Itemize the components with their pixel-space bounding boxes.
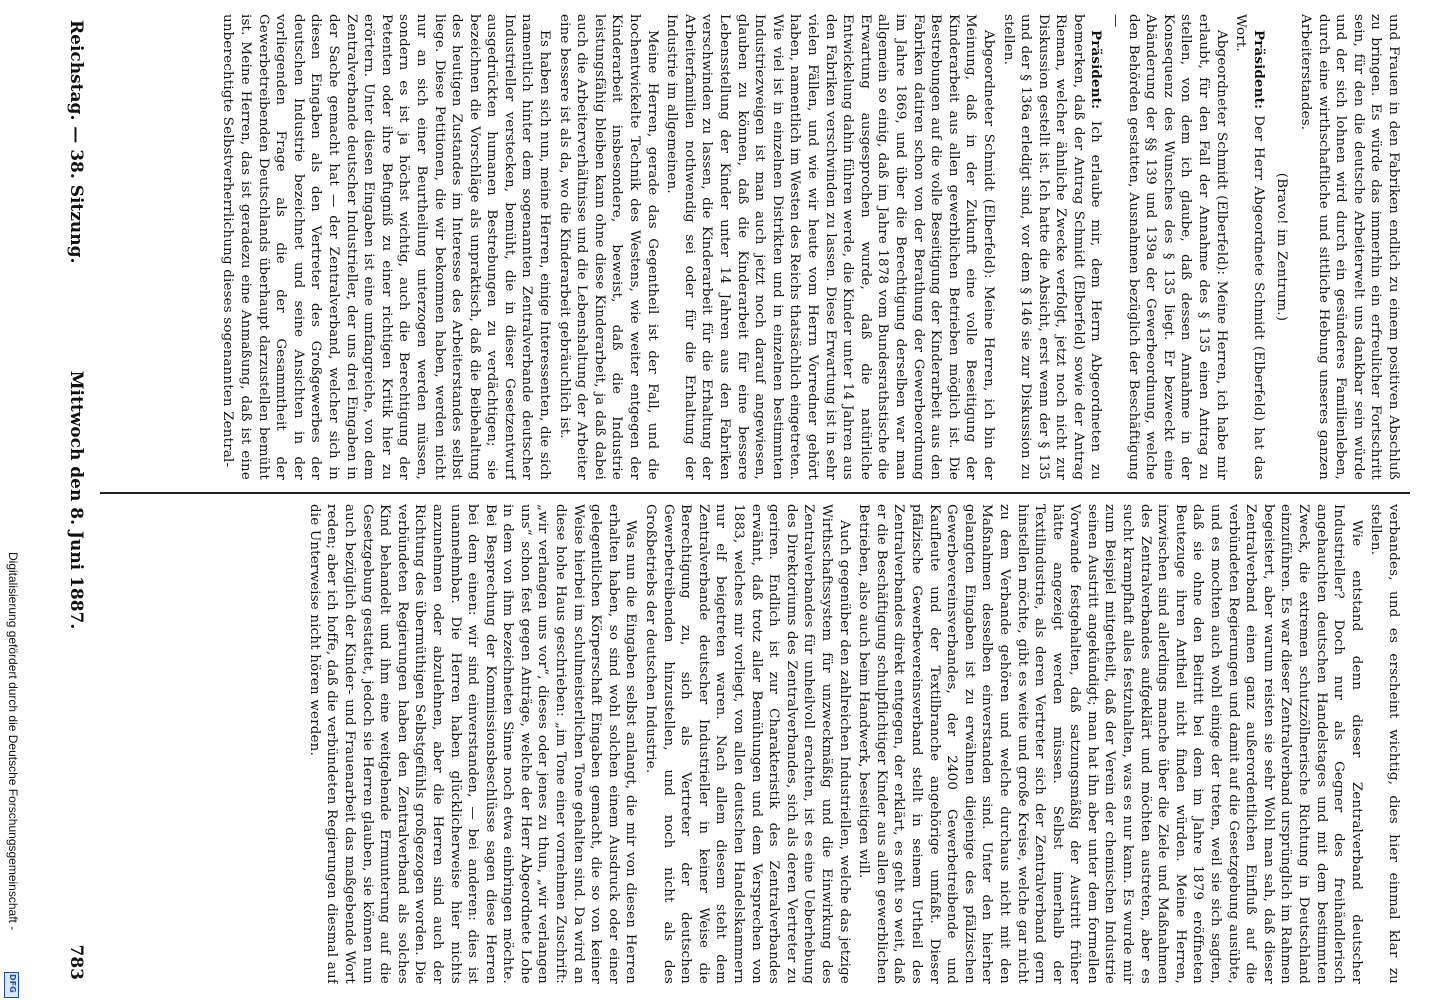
- paragraph: Es haben sich nun, meine Herren, einige Interessenten, die sich namentlich hinter dem sogenannten Zentralverbande deutscher Industrieller verstecken, bemüht, die in dieser Gesetzentwurf ausgedrückten humanen Bestrebungen zu verdächtigen; sie bezeichnen die Vorschläge als unpraktisch, daß die Beibehaltung des heutigen Zustandes im Interesse des Arbeiterstandes selbst liege. Diese Petitionen, die wir bekommen haben, werden nicht nur an sich einer Beurtheilung unterzogen werden müssen, sondern es ist ja höchst wichtig, auch die Berechtigung der Petenten oder ihre Befugniß zu einer richtigen Kritik hier zu erörtern. Unter diesen Eingaben ist eine umfangreiche, von dem Zentralverbande deutscher Industrieller, der uns drei Eingaben in der Sache gemacht hat — der Zentralverband, welcher sich in diesen Eingaben als den Vertreter des Großgewerbes der deutschen Industrie bezeichnet und seine Ansichten in der vorliegenden Frage als die der Gesammtheit der Gewerbetreibenden Deutschlands überhaupt darzustellen bemüht ist. Meine Herren, das ist geradezu eine Anmaßung, daß ist eine unberechtigte Selbstverherrlichung dieses sogenannten Zentral-: [220, 14, 553, 480]
- interjection: (Bravo! im Zentrum.): [1274, 172, 1290, 322]
- dfg-logo: [4, 972, 19, 998]
- speaker-label: Präsident:: [1088, 30, 1105, 110]
- header-date: Mittwoch den 8. Juni 1887.: [66, 370, 86, 630]
- credit-text: Digitalisierung gefördert durch die Deutsche Forschungsgemeinschaft -: [6, 552, 20, 931]
- speech-text: Der Herr Abgeordnete Schmidt (Elberfeld) hat das Wort.: [1233, 14, 1266, 480]
- dfg-logo-text: DFG: [8, 974, 17, 993]
- paragraph: Wie entstand denn dieser Zentralverband deutscher Industrieller? Doch nur als Gegner des freihändlerisch angehauchten deutschen Handelstages und mit dem bestimmten Zweck, die extremen schutzzöllnerische Richtung in Deutschland einzuführen. Es war dieser Zentralverband ursprünglich im Rahmen begeistert, aber warum reisten sie sehr Wohl man sah, daß dieser Zentralverband einen ganz außerordentlichen Einfluß auf die verbündeten Regierungen und damit auf die Gesetzgebung ausübte, und es mochten auch wohl einige der treten, weil sie sich sagten, daß sie ohne den Beitritt bei dem im Jahre 1879 eröffneten Beutezuge ihren Antheil nicht finden würden. Meine Herren, inzwischen sind allerdings manche über die Ziele und Maßnahmen des Zentralverbandes aufgeklärt und möchten austreten, aber es sucht krampfhaft alles festzuhalten, was es nur kann. Es wurde mir zum Beispiel mitgetheilt, daß der Verein der chemischen Industrie seinen Austritt angekündigt; man hat ihn aber unter dem formellen Vorwande festgehalten, daß satzungsmäßig der Austritt früher hätte angezeigt werden müssen. Selbst innerhalb der Textilindustrie, als deren Vertreter sich der Zentralverband gern hinstellen möchte, gibt es weite und große Kreise, welche gar nicht zu dem Verbande gehören und welche durchaus nicht mit den Maßnahmen desselben einverstanden sind. Unter den hierher gelangten Eingaben ist zu erwähnen diejenige des pfälzischen Gewerbevereinsverbandes, der 2400 Gewerbetreibende und Kaufleute und der Textilbranche angehörige umfaßt. Dieser pfälzische Gewerbevereinsverband stellt in seinem Urtheil des Zentralverbandes direkt entgegen, der erklärt, es geht so weit, daß er die Beschäftigung schulpflichtiger Kinder aus allen gewerblichen Betrieben, also auch beim Handwerk, beseitigen will.: [856, 504, 1364, 984]
- header-left: Reichstag. — 38. Sitzung.: [66, 20, 86, 264]
- paragraph: Abgeordneter Schmidt (Elberfeld): Meine Herren, ich habe mir erlaubt, für den Fall der Annahme des § 135 einen Antrag zu stellen, von dem ich glaube, daß dessen Annahme in der Konsequenz des Wunsches des § 135 liegt. Er bezweckt eine Abänderung der §§ 139 und 139a der Gewerbeordnung, welche den Behörden gestatten, Ausnahmen bezüglich der Beschäftigung —: [1108, 14, 1229, 480]
- paragraph: [999, 14, 1105, 480]
- speaker-label: Präsident:: [1250, 30, 1267, 110]
- speech-text: Ich erlaube mir, dem Herrn Abgeordneten zu bemerken, daß der Antrag Schmidt (Elberfeld) sowie der Antrag Rieman, welcher ähnliche Zwecke verfolgt, jetzt noch nicht zur Diskussion gestellt ist. Ich hatte die Absicht, erst wenn der § 135 und der § 136a erledigt sind, vor dem § 146 sie zur Diskussion zu stellen.: [1000, 14, 1104, 480]
- page-number: 783: [66, 944, 86, 980]
- paragraph-continuation: verbandes, und es erscheint wichtig, dies hier einmal klar zu stellen.: [1368, 504, 1401, 984]
- paragraph: [1232, 14, 1267, 480]
- paragraph: Abgeordneter Schmidt (Elberfeld): Meine Herren, ich bin der Meinung, daß in der Zukunft eine volle Beseitigung der Kinderarbeit aus allen gewerblichen Betrieben möglich ist. Die Bestrebungen auf die volle Beseitigung der Kinderarbeit aus den Fabriken datiren schon von der Berathung der Gewerbeordnung im Jahre 1869, und über die Berechtigung derselben war man allgemein so einig, daß im Jahre 1878 vom Bundesrathstische die Erwartung ausgesprochen wurde, daß die natürliche Entwickelung dahin führen werde, die Kinder unter 14 Jahren aus den Fabriken verschwinden zu lassen. Diese Erwartung ist in sehr vielen Fällen, und wie wir heute vom Herrn Vorredner gehört haben, namentlich im Westen des Reichs thatsächlich eingetreten. Wie viel ist in einzelnen Distrikten und in einzelnen bestimmten Industriezweigen ist man auch jetzt noch darauf angewiesen, glauben zu können, daß die Kinderarbeit für eine bessere Lebensstellung der Kinder unter 14 Jahren aus den Fabriken verschwinden zu lassen, die Kinderarbeit für die Erhaltung der Arbeiterfamilien nothwendig sei oder für die Erhaltung der Industrie im allgemeinen.: [664, 14, 996, 480]
- digitization-credit: [2, 552, 20, 992]
- column-rule: [100, 492, 1410, 494]
- paragraph: Meine Herren, gerade das Gegentheil ist der Fall, und die hochentwickelte Technik des Westens, wie weiter entgegen der Kinderarbeit insbesondere, beweist, daß die Industrie leistungsfähig bleiben kann ohne diese Kinderarbeit, ja daß dabei auch die Arbeiterverhältnisse und die Lebenshaltung der Arbeiter eine bessere ist als da, wo die Kinderarbeit gebräuchlich ist.: [556, 14, 660, 480]
- left-column: [102, 14, 1402, 480]
- right-column: [102, 504, 1402, 984]
- running-header: [58, 20, 92, 980]
- paragraph: Auch gegenüber den zahlreichen Industriellen, welche das jetzige Wirthschaftssystem für unzweckmäßig und die Einwirkung des Zentralverbandes für unheilvoll erachten, ist es eine Ueberhebung des Direktoriums des Zentralverbandes, sich als deren Vertreter zu geriren. Endlich ist zur Charakteristik des Zentralverbandes erwähnt, daß trotz aller Bemühungen und dem Versprechen von 1883, welches mir vorliegt, von allen deutschen Handelskammern nur elf beigetreten waren. Nach allem diesem steht dem Zentralverbande deutscher Industrieller in keiner Weise die Berechtigung zu, sich als Vertreter der deutschen Gewerbetreibenden hinzustellen, und noch nicht als des Großbetriebs der deutschen Industrie.: [643, 504, 852, 984]
- paragraph: Was nun die Eingaben selbst anlangt, die mir von diesen Herren erhalten haben, so sind wohl solchen einem Ausdruck oder einer gelegentlichen Körperschaft Eingaben gemacht, die so von keiner Weise hierbei im schulmeisterlichen Tone gehalten sind. Da wird an diese hohe Haus geschrieben: „im Tone einer vornehmen Zuschrift: „wir verlangen uns vor“, dieses oder jenes zu thun, „wir verlangen uns“ schon fest gegen Anträge, welche der Herr Abgeordnete Lohe in dem von ihm bezeichneten Sinne noch etwa einbringen möchte. Bei Besprechung der Kommissionsbeschlüsse sagen diese Herren bei dem einen: wir sind einverstanden, — bei anderen: dies ist unannehmbar. Die Herren haben glücklicherweise hier nichts anzunehmen oder abzulehnen, aber die Herren sind auch der Richtung des übermüthigen Selbstgefühls großgezogen worden. Die verbündeten Regierungen haben den Zentralverband als solches Kind behandelt und ihm eine weitgehende Ermunterung auf die Gesetzgebung gestattet, jedoch sie Herren glauben, sie können nun auch bezüglich der Kinder- und Frauenarbeit das maßgebende Wort reden; aber ich hoffe, daß die verbündeten Regierungen diesmal auf die Unterweise nicht hören werden.: [306, 504, 639, 984]
- paragraph-continuation: und Frauen in den Fabriken endlich zu einem positiven Abschluß zu bringen. Es würde das immerhin ein erfreulicher Fortschritt sein, für den die deutsche Arbeiterwelt uns dankbar sein würde und der sich lohnen wird durch ein gesünderes Familienleben, durch eine wirthschaftliche und sittliche Hebung unseres ganzen Arbeiterstandes.: [1298, 14, 1401, 480]
